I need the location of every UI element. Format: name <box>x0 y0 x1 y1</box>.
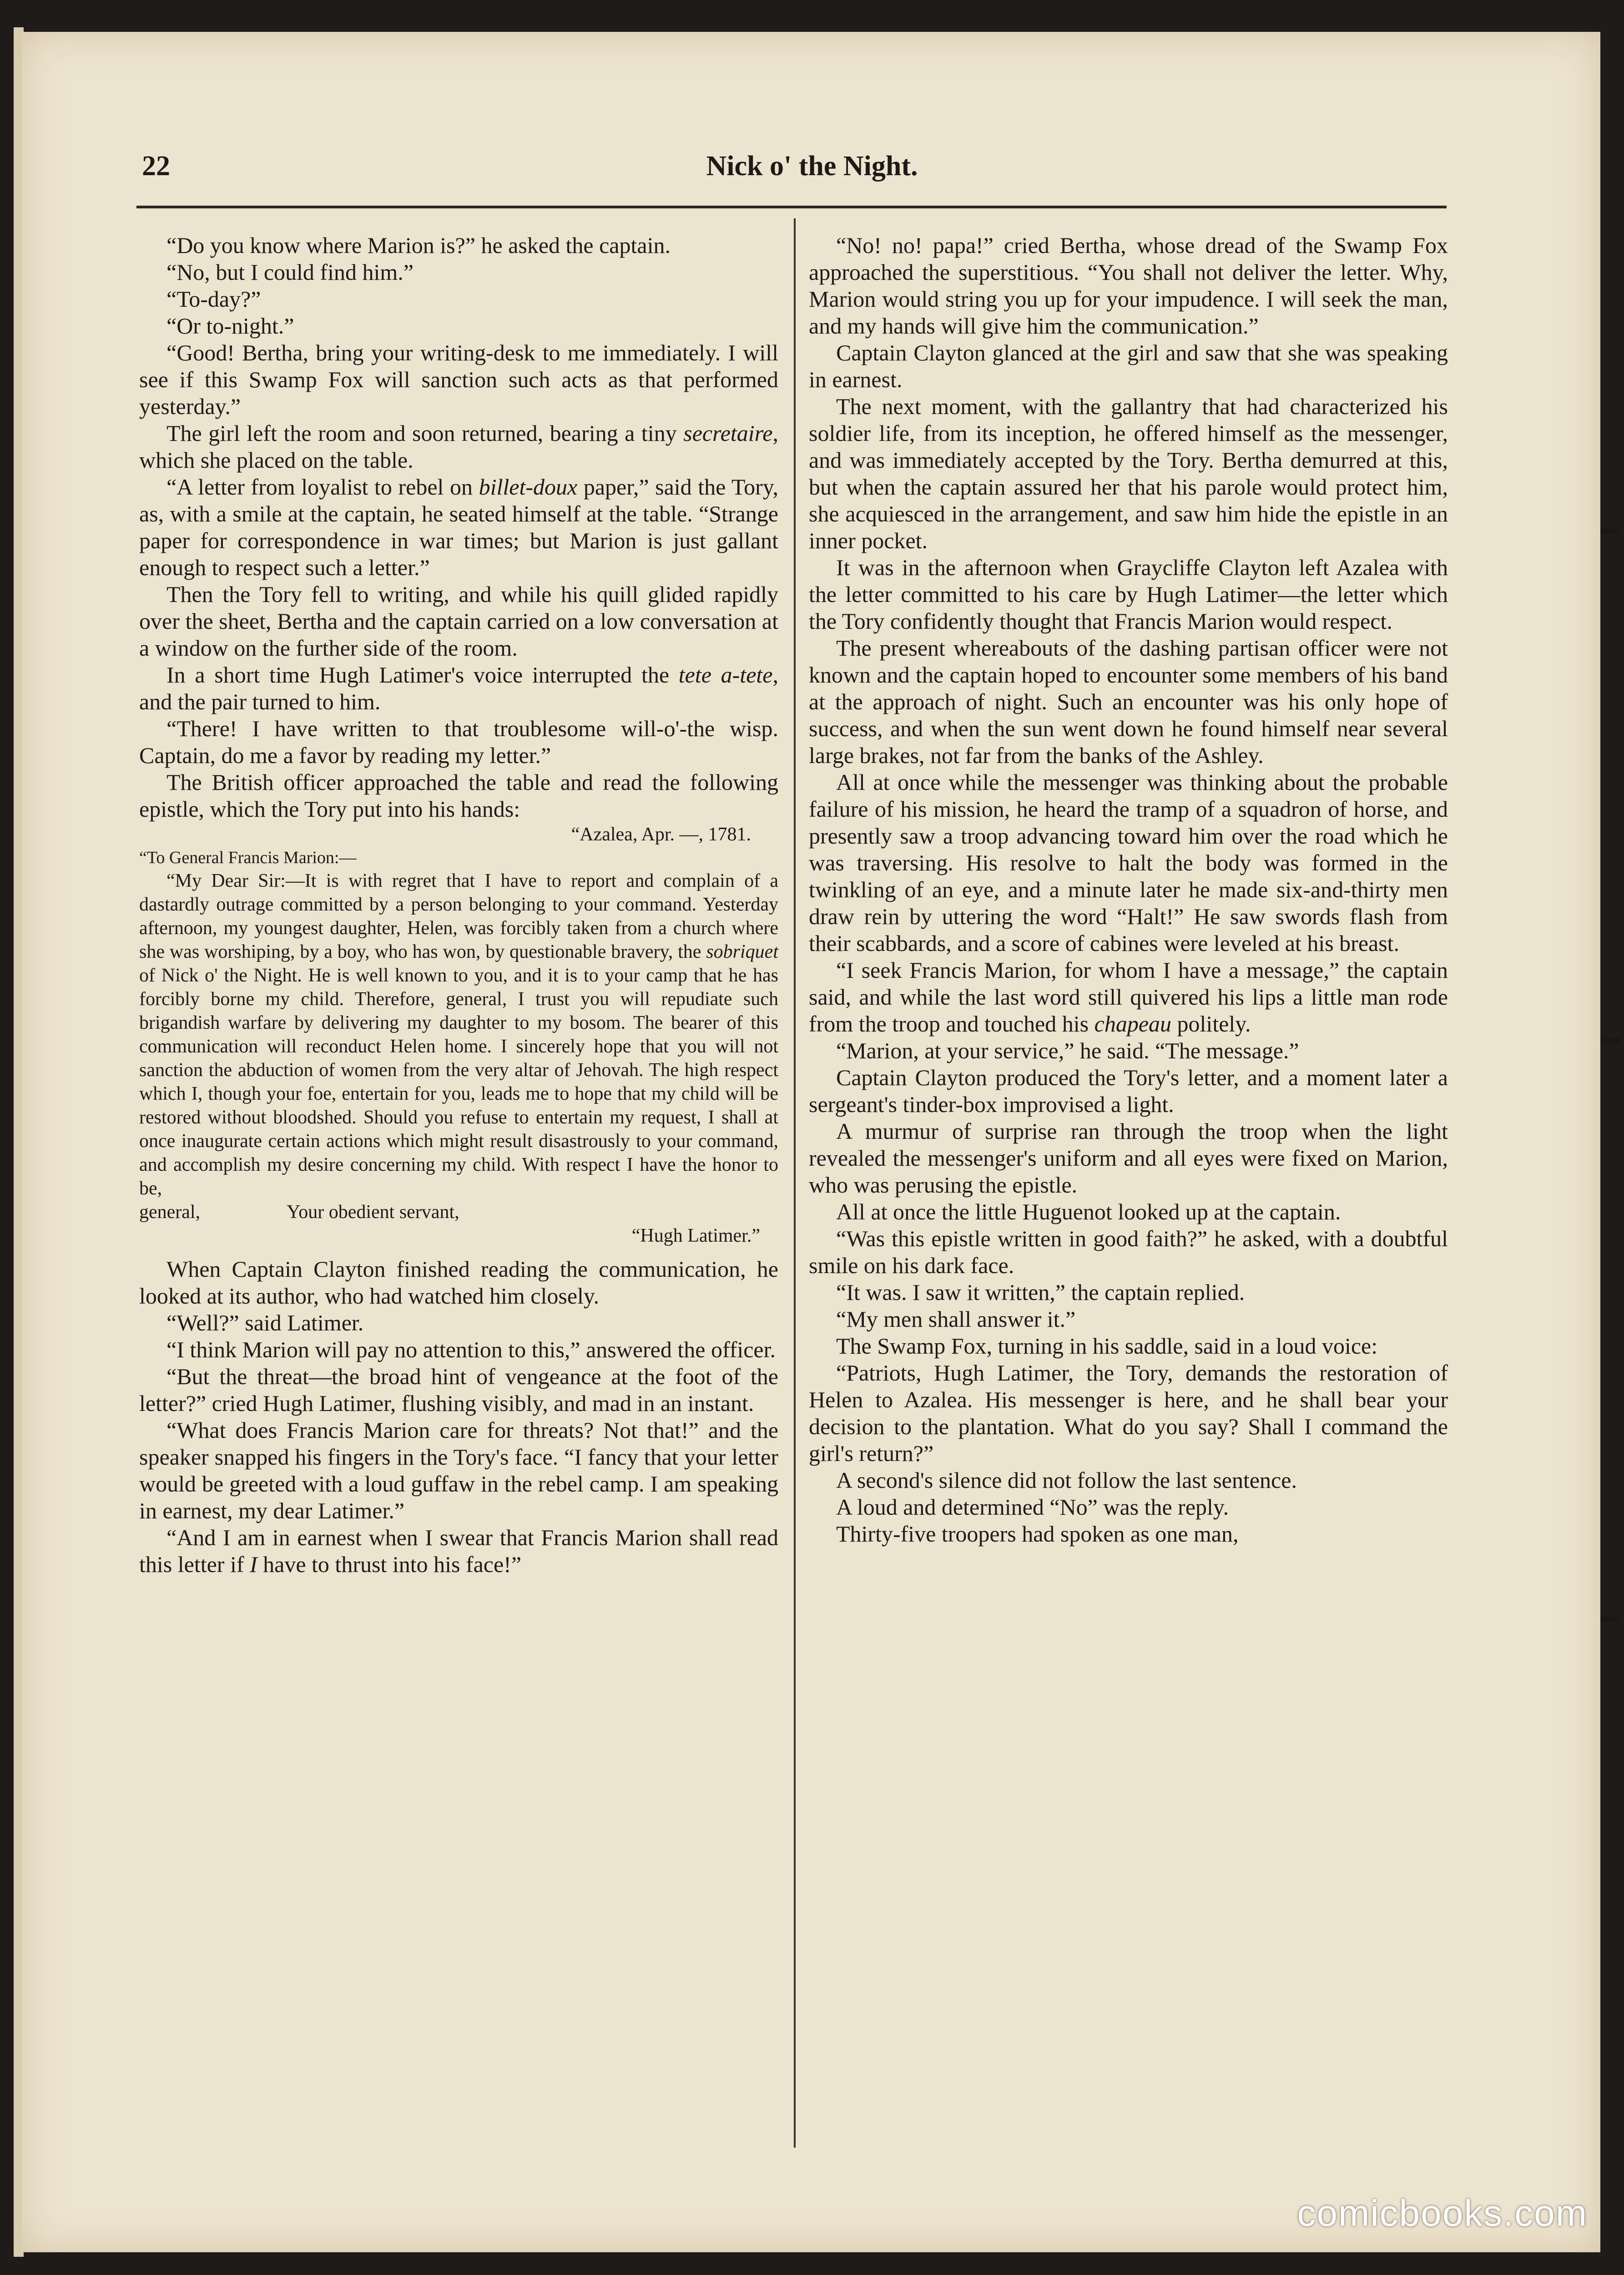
paragraph: A second's silence did not follow the last sentence. <box>836 1467 1297 1493</box>
paragraph <box>139 420 778 474</box>
italic-term: tete a-tete <box>678 662 773 688</box>
paragraph <box>139 1524 778 1578</box>
letter-dateline: “Azalea, Apr. —, 1781. <box>571 824 751 845</box>
paragraph: “To-day?” <box>166 286 261 312</box>
letter-body <box>139 869 778 1200</box>
paragraph <box>139 662 778 715</box>
paragraph: The next moment, with the gallantry that had characterized his soldier life, from its inception, he offered himself as the messenger, and was immediately accepted by the Tory. Bertha demurred at this, but when the captain assured her that his parole would protect him, she acquiesced in the arrangement, and saw him hide the epistle in an inner pocket. <box>809 394 1448 553</box>
closing-left: general, <box>139 1202 201 1223</box>
header-rule <box>136 206 1447 208</box>
paragraph: “Good! Bertha, bring your writing-desk to me immediately. I will see if this Swamp Fox will sanction such acts as that performed yesterday.” <box>139 340 778 419</box>
paragraph <box>139 474 778 581</box>
letter-closing <box>139 1200 778 1224</box>
paragraph: “It was. I saw it written,” the captain replied. <box>836 1279 1245 1305</box>
paragraph: Then the Tory fell to writing, and while his quill glided rapidly over the sheet, Bertha and the captain carried on a low conversation at a window on the further side of the room. <box>139 581 778 661</box>
italic-term: billet-doux <box>479 474 578 500</box>
paragraph: The British officer approached the table and read the following epistle, which the Tory put into his hands: <box>139 769 778 822</box>
right-column <box>809 232 1448 1547</box>
paragraph: “Well?” said Latimer. <box>166 1310 364 1335</box>
text-run: The girl left the room and soon returned, bearing a tiny <box>166 420 684 446</box>
text-run: politely. <box>1171 1011 1251 1036</box>
paragraph: A murmur of surprise ran through the troop when the light revealed the messenger's uniform and all eyes were fixed on Marion, who was perusing the epistle. <box>809 1118 1448 1198</box>
left-column <box>139 232 778 1578</box>
column-divider <box>794 218 796 2148</box>
text-run: In a short time Hugh Latimer's voice interrupted the <box>166 662 679 688</box>
paragraph: “Or to-night.” <box>166 313 294 339</box>
paragraph <box>809 957 1448 1037</box>
text-run: have to thrust into his face!” <box>257 1552 522 1577</box>
text-run: , which she placed on the table. <box>139 420 778 473</box>
paragraph: “There! I have written to that troublesome will-o'-the wisp. Captain, do me a favor by reading my letter.” <box>139 716 778 768</box>
letter-salutation: “To General Francis Marion:— <box>139 848 357 867</box>
text-run: “I seek Francis Marion, for whom I have a message,” the captain said, and while the last word still quivered his lips a little man rode from the troop and touched his <box>809 957 1448 1036</box>
letter-signature: “Hugh Latimer.” <box>631 1225 760 1246</box>
paragraph: All at once while the messenger was thinking about the probable failure of his mission, he heard the tramp of a squadron of horse, and presently saw a troop advancing toward him over the road which he was traversing. His resolve to halt the body was formed in the twinkling of an eye, and a minute later he made six-and-thirty men draw rein by uttering the word “Halt!” He saw swords flash from their scabbards, and a score of cabines were leveled at his breast. <box>809 769 1448 956</box>
italic-term: sobriquet <box>706 941 778 962</box>
text-run: of Nick o' the Night. He is well known to you, and it is to your camp that he has forcibly borne my child. Therefore, general, I trust you will repudiate such brigandish warfare by delivering my daughter to my bosom. The bearer of this communication will reconduct Helen home. I sincerely hope that you will not sanction the abduction of women from the very altar of Jehovah. The high respect which I, though your foe, entertain for you, leads me to hope that my child will be restored without bloodshed. Should you refuse to entertain my request, I shall at once inaugurate certain actions which might result disastrously to your command, and accomplish my desire concerning my child. With respect I have the honor to be, <box>139 965 778 1199</box>
paragraph: Captain Clayton glanced at the girl and saw that she was speaking in earnest. <box>809 340 1448 392</box>
italic-term: secretaire <box>683 420 773 446</box>
paragraph: “Was this epistle written in good faith?” he asked, with a doubtful smile on his dark face. <box>809 1226 1448 1278</box>
italic-term: I <box>250 1552 257 1577</box>
page-number: 22 <box>142 151 170 182</box>
paragraph: “Marion, at your service,” he said. “The message.” <box>836 1038 1299 1063</box>
text-run: , and the pair turned to him. <box>139 662 778 714</box>
watermark: comicbooks.com <box>1297 2193 1588 2234</box>
paragraph: The present whereabouts of the dashing partisan officer were not known and the captain hoped to encounter some members of his band at the approach of night. Such an encounter was his only hope of success, and when the sun went down he found himself near several large brakes, not far from the banks of the Ashley. <box>809 635 1448 768</box>
paragraph: “My men shall answer it.” <box>836 1306 1076 1332</box>
paragraph: When Captain Clayton finished reading the communication, he looked at its author, who had watched him closely. <box>139 1256 778 1309</box>
italic-term: chapeau <box>1094 1011 1172 1036</box>
closing-right: Your obedient servant, <box>287 1202 459 1223</box>
running-title: Nick o' the Night. <box>706 151 918 182</box>
paragraph: “Patriots, Hugh Latimer, the Tory, demands the restoration of Helen to Azalea. His messenger is here, and he shall bear your decision to the plantation. What do you say? Shall I command the girl's return?” <box>809 1360 1448 1466</box>
paragraph: “No, but I could find him.” <box>166 259 414 285</box>
text-run: “My Dear Sir:—It is with regret that I have to report and complain of a dastardly outrage committed by a person belonging to your command. Yesterday afternoon, my youngest daughter, Helen, was forcibly taken from a church where she was worshiping, by a boy, who has won, by questionable bravery, the <box>139 870 778 962</box>
paragraph: “Do you know where Marion is?” he asked the captain. <box>166 233 671 258</box>
paragraph: It was in the afternoon when Graycliffe Clayton left Azalea with the letter committed to his care by Hugh Latimer—the letter which the Tory confidently thought that Francis Marion would respect. <box>809 555 1448 634</box>
paragraph: Captain Clayton produced the Tory's letter, and a moment later a sergeant's tinder-box improvised a light. <box>809 1065 1448 1117</box>
paragraph: “But the threat—the broad hint of vengeance at the foot of the letter?” cried Hugh Latimer, flushing visibly, and mad in an instant. <box>139 1364 778 1416</box>
paragraph: The Swamp Fox, turning in his saddle, said in a loud voice: <box>836 1333 1378 1359</box>
paragraph: “No! no! papa!” cried Bertha, whose dread of the Swamp Fox approached the superstitious. “You shall not deliver the letter. Why, Marion would string you up for your impudence. I will seek the man, and my hands will give him the communication.” <box>809 233 1448 339</box>
paragraph: “What does Francis Marion care for threats? Not that!” and the speaker snapped his fingers in the Tory's face. “I fancy that your letter would be greeted with a loud guffaw in the rebel camp. I am speaking in earnest, my dear Latimer.” <box>139 1417 778 1523</box>
paragraph: “I think Marion will pay no attention to this,” answered the officer. <box>166 1337 776 1362</box>
text-run: “A letter from loyalist to rebel on <box>166 474 479 500</box>
paragraph: A loud and determined “No” was the reply. <box>836 1494 1229 1520</box>
text-run: paper,” said the Tory, as, with a smile at the captain, he seated himself at the table. “Strange paper for correspondence in war times; but Marion is just gallant enough to respect such a letter.” <box>139 474 779 580</box>
paragraph: Thirty-five troopers had spoken as one man, <box>836 1521 1239 1547</box>
paragraph: All at once the little Huguenot looked up at the captain. <box>836 1199 1341 1224</box>
text-run: “And I am in earnest when I swear that Francis Marion shall read this letter if <box>139 1525 778 1577</box>
